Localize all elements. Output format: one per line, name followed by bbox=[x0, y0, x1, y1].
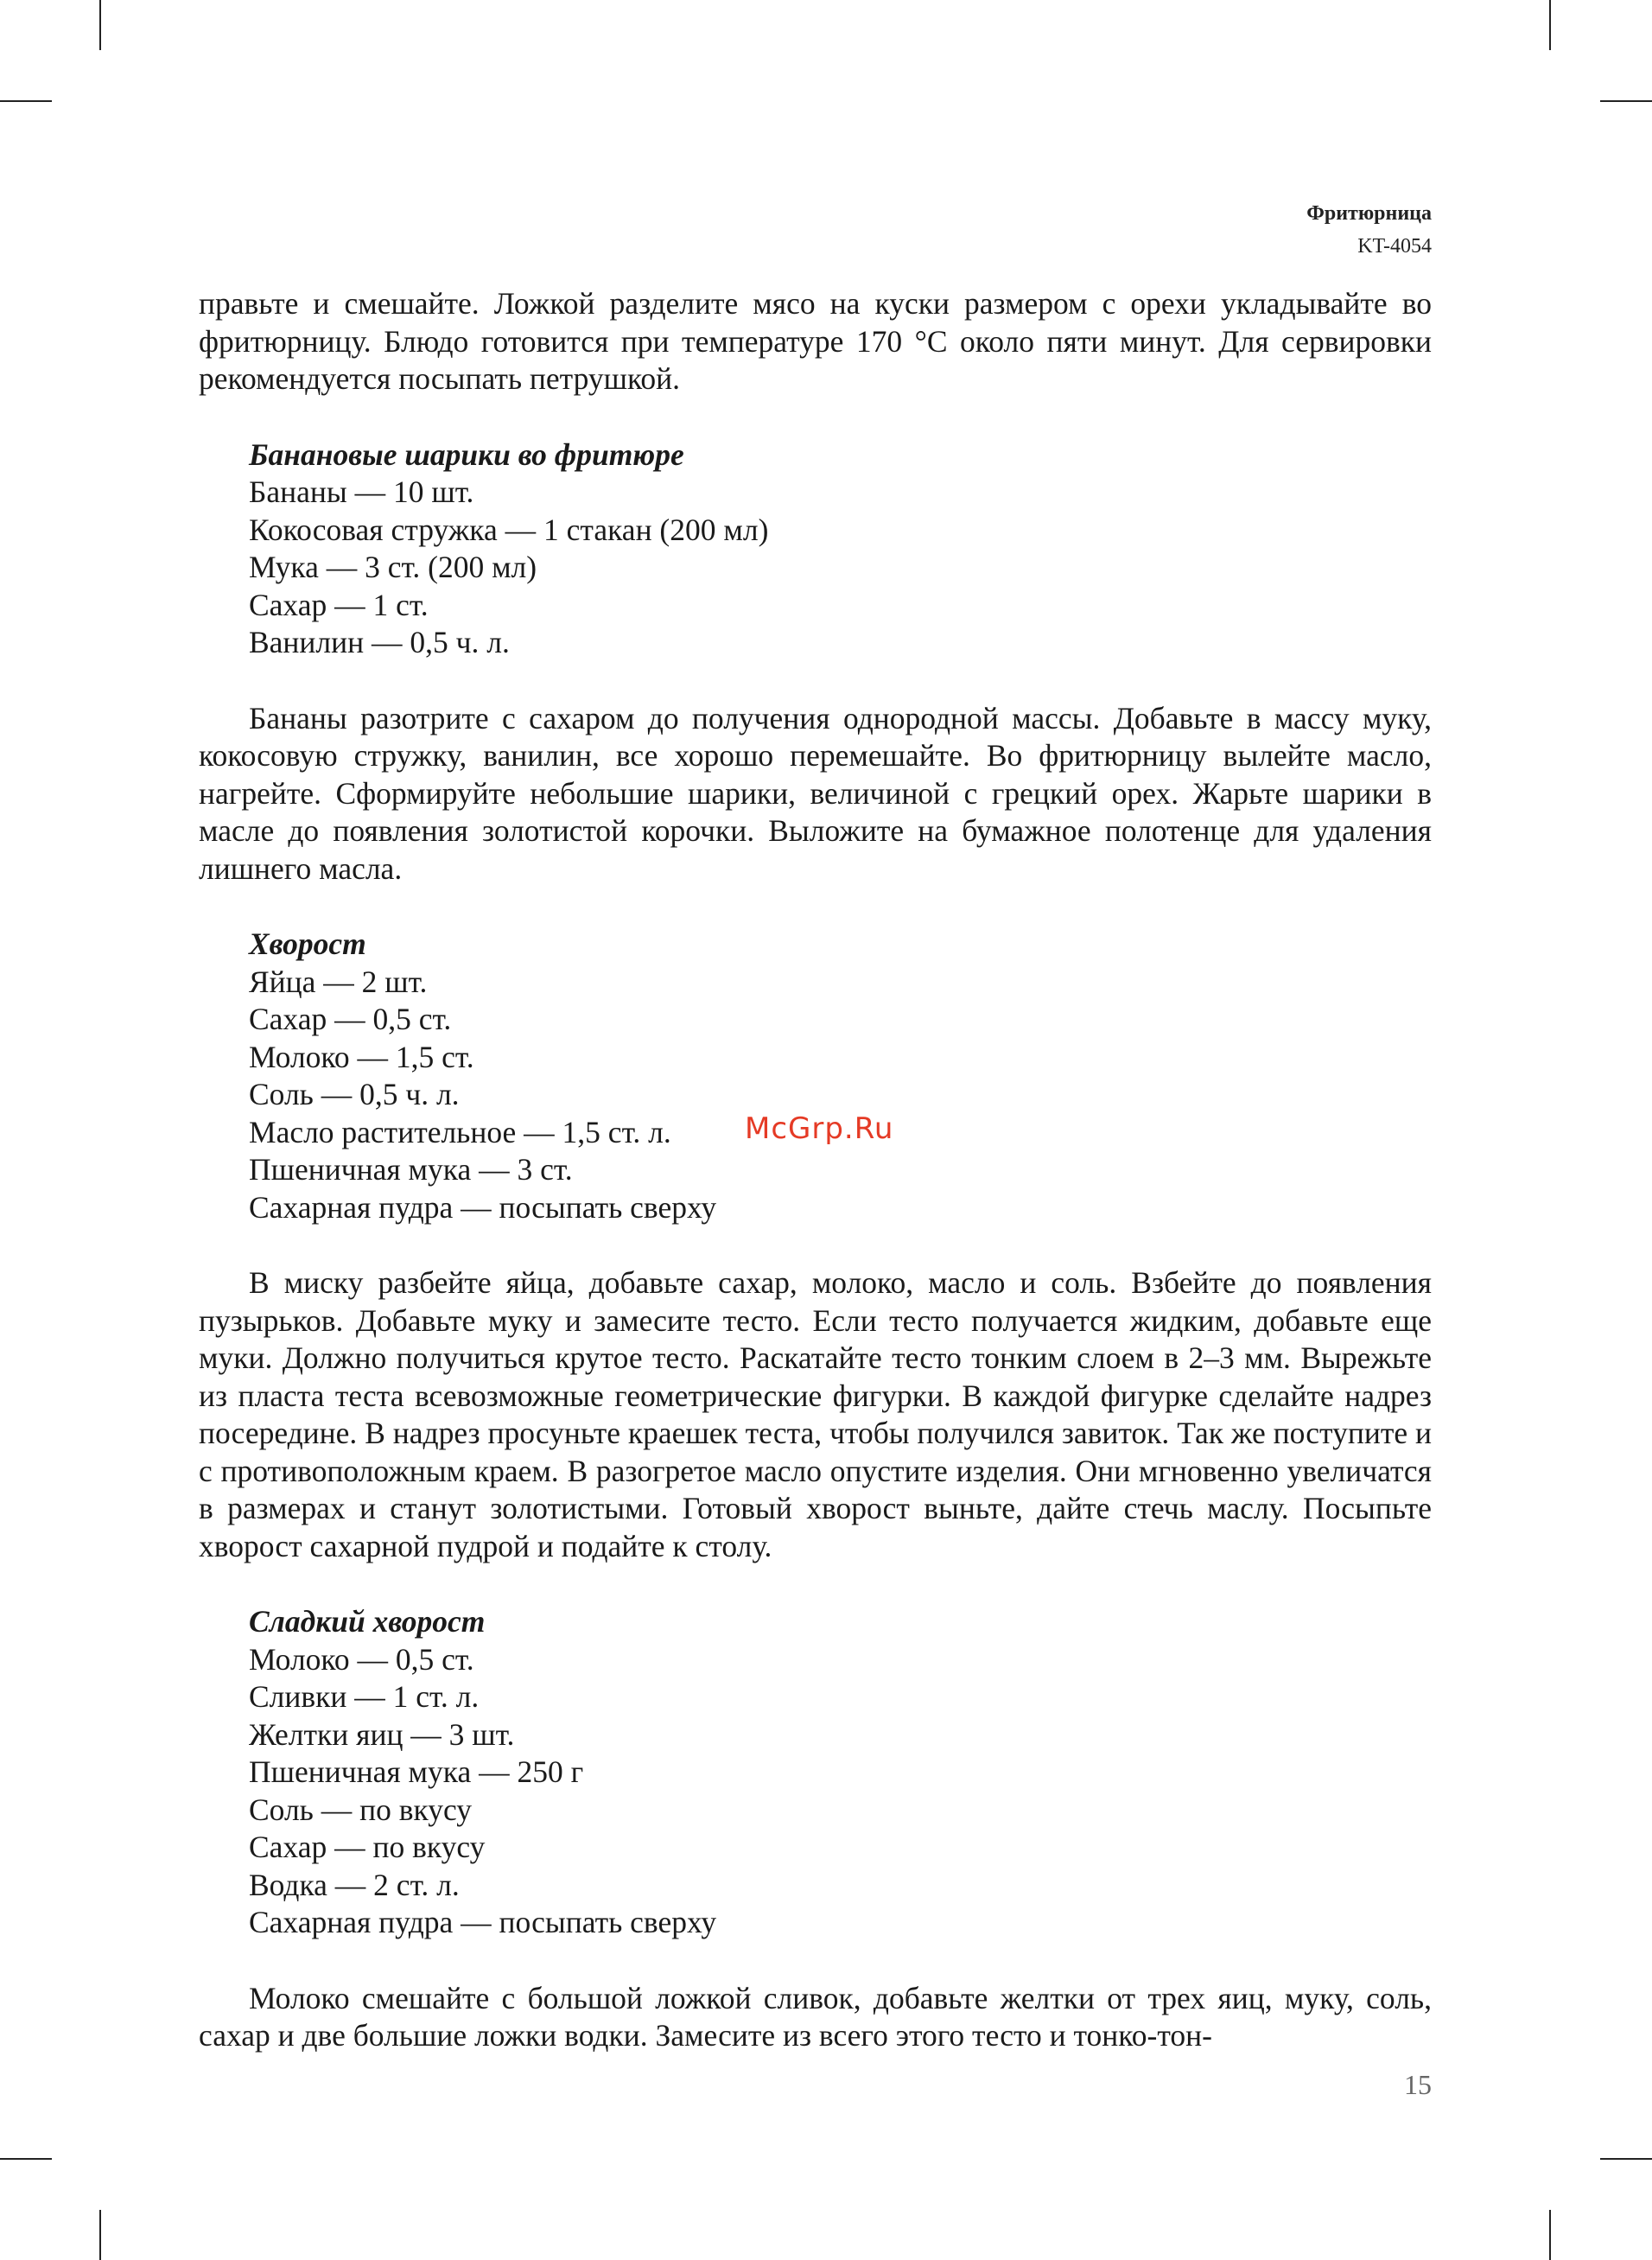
ingredient-list bbox=[249, 964, 1432, 1227]
ingredient-item: Мука — 3 ст. (200 мл) bbox=[249, 550, 537, 584]
recipe-method: Бананы разотрите с сахаром до получения однородной массы. Добавьте в массу муку, кокосовую стружку, ванилин, все хорошо перемешайте. Во фритюрницу вылейте масло, нагрейте. Сформируйте небольшие шарики, величиной с грецкий орех. Жарьте шарики в масле до появления золотистой корочки. Выложите на бумажное полотенце для удаления лишнего масла. bbox=[199, 700, 1432, 886]
ingredient-item: Сахар — 1 ст. bbox=[249, 587, 429, 622]
ingredient-item: Сахарная пудра — посыпать сверху bbox=[249, 1189, 717, 1225]
recipe-method: Молоко смешайте с большой ложкой сливок, добавьте желтки от трех яиц, муку, соль, сахар и две большие ложки водки. Замесите из всего этого тесто и тонко-тон- bbox=[199, 1980, 1432, 2053]
ingredient-item: Желтки яиц — 3 шт. bbox=[249, 1716, 515, 1752]
page-content bbox=[199, 285, 1432, 2055]
ingredient-item: Сахар — по вкусу bbox=[249, 1830, 486, 1864]
ingredient-item: Молоко — 1,5 ст. bbox=[249, 1039, 474, 1074]
ingredient-item: Масло растительное — 1,5 ст. л. bbox=[249, 1114, 671, 1149]
ingredient-item: Яйца — 2 шт. bbox=[249, 964, 428, 999]
crop-mark bbox=[1549, 0, 1551, 50]
crop-mark bbox=[0, 2158, 52, 2160]
ingredient-item: Соль — по вкусу bbox=[249, 1792, 473, 1827]
recipe-khvorost bbox=[249, 926, 1432, 1226]
ingredient-item: Пшеничная мука — 3 ст. bbox=[249, 1152, 573, 1187]
crop-mark bbox=[0, 100, 52, 102]
header-title: Фритюрница bbox=[1306, 202, 1432, 225]
ingredient-item: Пшеничная мука — 250 г bbox=[249, 1754, 584, 1789]
ingredient-item: Бананы — 10 шт. bbox=[249, 474, 474, 509]
recipe-sweet-khvorost bbox=[249, 1603, 1432, 1942]
ingredient-item: Водка — 2 ст. л. bbox=[249, 1867, 460, 1902]
ingredient-item: Кокосовая стружка — 1 стакан (200 мл) bbox=[249, 512, 769, 547]
crop-mark bbox=[1549, 2210, 1551, 2260]
ingredient-item: Ванилин — 0,5 ч. л. bbox=[249, 625, 510, 659]
recipe-title: Банановые шарики во фритюре bbox=[249, 436, 684, 472]
header-model: KT-4054 bbox=[1357, 235, 1432, 258]
recipe-title: Сладкий хворост bbox=[249, 1604, 486, 1639]
running-header bbox=[1306, 197, 1432, 263]
crop-mark bbox=[1600, 2158, 1652, 2160]
intro-paragraph: правьте и смешайте. Ложкой разделите мясо на куски размером с орехи укладывайте во фритюрницу. Блюдо готовится при температуре 170 °С около пяти минут. Для сервировки рекомендуется посыпать петрушкой. bbox=[199, 286, 1432, 396]
ingredient-item: Соль — 0,5 ч. л. bbox=[249, 1077, 460, 1111]
crop-mark bbox=[99, 0, 101, 50]
recipe-banana-balls bbox=[249, 436, 1432, 662]
ingredient-item: Сахар — 0,5 ст. bbox=[249, 1002, 452, 1036]
ingredient-list bbox=[249, 474, 1432, 662]
page-number: 15 bbox=[1404, 2069, 1432, 2100]
ingredient-item: Сахарная пудра — посыпать сверху bbox=[249, 1905, 717, 1939]
ingredient-item: Молоко — 0,5 ст. bbox=[249, 1641, 474, 1677]
ingredient-item: Сливки — 1 ст. л. bbox=[249, 1679, 480, 1714]
recipe-method: В миску разбейте яйца, добавьте сахар, молоко, масло и соль. Взбейте до появления пузырьков. Добавьте муку и замесите тесто. Если тесто получается жидким, добавьте еще муки. Должно получиться крутое тесто. Раскатайте тесто тонким слоем в 2–3 мм. Вырежьте из пласта теста всевозможные геометрические фигурки. В каждой фигурке сделайте надрез посередине. В надрез просуньте краешек теста, чтобы получился завиток. Так же поступите и с противоположным краем. В разогретое масло опустите изделия. Они мгновенно увеличатся в размерах и станут золотистыми. Готовый хворост выньте, дайте стечь маслу. Посыпьте хворост сахарной пудрой и подайте к столу. bbox=[199, 1265, 1432, 1563]
watermark: McGrp.Ru bbox=[745, 1111, 894, 1146]
ingredient-list bbox=[249, 1641, 1432, 1942]
crop-mark bbox=[1600, 100, 1652, 102]
recipe-title: Хворост bbox=[249, 926, 366, 961]
crop-mark bbox=[99, 2210, 101, 2260]
